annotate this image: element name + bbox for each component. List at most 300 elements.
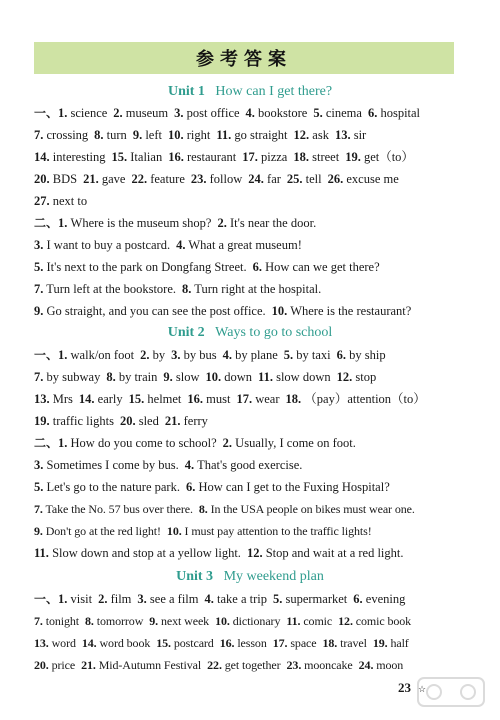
answer-number: 5. [34, 480, 44, 494]
answer-text: Stop and wait at a red light. [265, 546, 404, 560]
answer-text: How can I get to the Fuxing Hospital? [198, 480, 390, 494]
answer-text: interesting [52, 150, 106, 164]
answer-item [34, 172, 77, 186]
answer-number: 8. [182, 282, 192, 296]
answer-text: Usually, I come on foot. [235, 436, 356, 450]
answer-number: 3. [174, 106, 184, 120]
answer-text: ferry [183, 414, 208, 428]
answer-line [34, 612, 464, 630]
answer-line [34, 656, 464, 674]
unit2-heading-unit: Unit 2 [167, 325, 205, 340]
answer-text: I want to buy a postcard. [46, 238, 171, 252]
section-marker: 一、 [34, 348, 59, 362]
answer-text: by subway [46, 370, 101, 384]
answer-text: sir [353, 128, 367, 142]
answer-text: price [51, 658, 76, 672]
answer-number: 17. [272, 636, 288, 650]
answer-text: left [145, 128, 162, 142]
answer-number: 6. [252, 260, 262, 274]
answer-number: 11. [216, 128, 232, 142]
answer-item [149, 614, 209, 628]
answer-number: 2. [217, 216, 227, 230]
answer-line [34, 280, 464, 298]
section-marker: 二、 [34, 436, 59, 450]
answer-item [168, 128, 210, 142]
unit2-heading-title: Ways to go to school [215, 325, 333, 340]
answer-text: Turn right at the hospital. [194, 282, 322, 296]
answer-number: 19. [345, 150, 361, 164]
answer-number: 23. [286, 658, 302, 672]
answer-number: 12. [336, 370, 353, 384]
answer-number: 7. [34, 370, 44, 384]
answer-item [133, 128, 162, 142]
answer-number: 10. [167, 128, 184, 142]
answer-item [273, 592, 347, 606]
section-marker: 一、 [34, 106, 59, 120]
answer-number: 11. [286, 614, 301, 628]
answer-item [191, 172, 242, 186]
answer-item [79, 392, 123, 406]
answer-text: right [186, 128, 211, 142]
answer-text: ask [312, 128, 329, 142]
answer-item [34, 238, 170, 252]
answer-item [34, 546, 241, 560]
answer-item [217, 216, 316, 230]
answer-item [368, 106, 420, 120]
answer-number: 2. [113, 106, 123, 120]
answer-item [34, 194, 87, 208]
answer-text: lesson [237, 636, 267, 650]
answer-line [34, 478, 464, 496]
answer-item [246, 106, 308, 120]
unit1-heading-title: How can I get there? [215, 84, 333, 99]
answer-item [199, 502, 415, 516]
answer-number: 19. [372, 636, 388, 650]
answer-item [373, 636, 409, 650]
answer-item [353, 592, 405, 606]
answer-text: space [290, 636, 317, 650]
answer-number: 20. [119, 414, 136, 428]
answer-number: 19. [34, 414, 50, 428]
answer-number: 1. [58, 348, 68, 362]
answer-item [313, 106, 362, 120]
answer-item [34, 502, 193, 516]
answer-number: 1. [58, 216, 68, 230]
answer-line [34, 170, 464, 188]
answer-item [216, 128, 287, 142]
answer-item [34, 524, 161, 538]
answer-number: 5. [34, 260, 44, 274]
answer-text: bookstore [258, 106, 308, 120]
answer-item [85, 614, 143, 628]
answer-number: 22. [131, 172, 148, 186]
answer-item [34, 392, 73, 406]
answer-item [156, 636, 213, 650]
unit1-heading-unit: Unit 1 [167, 84, 205, 99]
answer-text: slow down [276, 370, 331, 384]
answer-text: （pay）attention（to） [304, 392, 426, 406]
answer-item [272, 304, 412, 318]
answer-text: by train [118, 370, 158, 384]
answer-number: 12. [338, 614, 353, 628]
answer-text: follow [209, 172, 243, 186]
answer-text: get together [224, 658, 281, 672]
answer-item [215, 614, 280, 628]
answer-number: 9. [34, 304, 44, 318]
answer-number: 18. [322, 636, 338, 650]
answer-item [58, 216, 211, 230]
answer-text: evening [365, 592, 406, 606]
answer-text: stop [355, 370, 377, 384]
answer-text: Sometimes I come by bus. [46, 458, 179, 472]
answer-item [34, 370, 100, 384]
answer-text: supermarket [285, 592, 348, 606]
answer-number: 7. [34, 128, 44, 142]
answer-number: 15. [156, 636, 171, 650]
answer-text: How do you come to school? [70, 436, 217, 450]
answer-text: by ship [349, 348, 386, 362]
answer-text: cinema [325, 106, 362, 120]
answer-text: Take the No. 57 bus over there. [45, 502, 193, 516]
answer-number: 9. [132, 128, 143, 142]
answer-item [220, 636, 267, 650]
answer-number: 27. [34, 194, 50, 208]
answer-number: 2. [98, 592, 108, 606]
answer-text: turn [106, 128, 127, 142]
answer-line [34, 412, 464, 430]
answer-text: tomorrow [96, 614, 144, 628]
answer-number: 9. [163, 370, 173, 384]
answer-text: get（to） [363, 150, 414, 164]
answer-number: 21. [81, 658, 96, 672]
answer-text: far [267, 172, 281, 186]
answer-item [34, 150, 106, 164]
answer-text: crossing [46, 128, 89, 142]
answer-text: wear [255, 392, 280, 406]
answer-item [236, 392, 279, 406]
answer-text: early [97, 392, 123, 406]
answer-item [112, 150, 163, 164]
answer-item [338, 614, 411, 628]
answer-item [171, 348, 217, 362]
answer-item [137, 592, 198, 606]
answer-text: Don't go at the red light! [45, 524, 161, 538]
answer-text: tonight [45, 614, 80, 628]
answer-text: traffic lights [52, 414, 114, 428]
answer-number: 23. [190, 172, 207, 186]
answer-item [328, 172, 399, 186]
answer-text: by taxi [296, 348, 331, 362]
answer-text: comic book [355, 614, 412, 628]
answer-text: next week [161, 614, 210, 628]
answer-number: 4. [245, 106, 255, 120]
answer-item [207, 658, 280, 672]
answer-line [34, 368, 464, 386]
answer-item [58, 592, 92, 606]
answer-item [287, 658, 353, 672]
answer-number: 7. [34, 502, 43, 516]
answer-number: 5. [283, 348, 294, 362]
answer-text: It's near the door. [229, 216, 317, 230]
answer-item [186, 480, 390, 494]
answer-line [34, 346, 464, 364]
answer-number: 2. [222, 436, 233, 450]
answer-text: helmet [147, 392, 182, 406]
answer-text: gave [101, 172, 126, 186]
answer-text: visit [70, 592, 93, 606]
answer-line [34, 148, 464, 166]
answer-number: 3. [137, 592, 147, 606]
section-marker: 一、 [34, 592, 59, 606]
answer-line [34, 590, 464, 608]
answer-text: postcard [173, 636, 214, 650]
answer-number: 25. [286, 172, 303, 186]
answer-text: restaurant [186, 150, 237, 164]
answer-number: 13. [34, 392, 50, 406]
answer-line [34, 544, 464, 562]
answer-item [182, 282, 321, 296]
answer-text: go straight [234, 128, 288, 142]
answer-item [242, 150, 287, 164]
answer-item [273, 636, 317, 650]
answer-number: 4. [184, 458, 195, 472]
answer-item [82, 636, 150, 650]
answer-number: 16. [168, 150, 184, 164]
unit3-heading [0, 569, 500, 585]
answer-text: take a trip [217, 592, 267, 606]
answer-number: 6. [336, 348, 347, 362]
answer-item [131, 172, 184, 186]
answer-number: 24. [248, 172, 264, 186]
answer-item [345, 150, 414, 164]
answer-line [34, 456, 464, 474]
answer-text: down [224, 370, 253, 384]
section-marker: 二、 [34, 216, 59, 230]
answer-item [98, 592, 131, 606]
answer-text: see a film [149, 592, 199, 606]
answer-number: 11. [258, 370, 273, 384]
answer-number: 10. [205, 370, 222, 384]
answer-number: 8. [198, 502, 208, 516]
answer-item [286, 614, 332, 628]
answer-line [34, 104, 464, 122]
answer-text: I must pay attention to the traffic lights! [184, 524, 372, 538]
answer-text: by plane [235, 348, 278, 362]
answer-number: 15. [128, 392, 145, 406]
answer-number: 17. [242, 150, 258, 164]
answer-item [34, 658, 75, 672]
answer-line [34, 236, 464, 254]
answer-text: comic [303, 614, 333, 628]
answer-number: 7. [34, 614, 43, 628]
answer-text: post office [186, 106, 240, 120]
answer-number: 20. [34, 172, 50, 186]
answer-text: walk/on foot [70, 348, 135, 362]
answer-item [34, 282, 176, 296]
answer-number: 26. [327, 172, 344, 186]
answer-text: It's next to the park on Dongfang Street. [46, 260, 247, 274]
answer-text: Where is the museum shop? [70, 216, 212, 230]
answer-number: 14. [78, 392, 95, 406]
answer-number: 21. [83, 172, 99, 186]
answer-number: 5. [313, 106, 323, 120]
answer-item [113, 106, 168, 120]
answer-item [323, 636, 367, 650]
answer-text: Go straight, and you can see the post office. [46, 304, 266, 318]
answer-number: 14. [81, 636, 97, 650]
answer-line [34, 302, 464, 320]
answer-item [248, 172, 281, 186]
answer-item [58, 106, 107, 120]
answer-number: 18. [285, 392, 302, 406]
answer-text: by [152, 348, 166, 362]
answer-item [168, 150, 236, 164]
answer-number: 5. [272, 592, 283, 606]
answer-item [34, 304, 266, 318]
answer-text: word book [99, 636, 151, 650]
answer-item [205, 592, 267, 606]
answer-item [34, 636, 76, 650]
answer-text: sled [138, 414, 159, 428]
watermark-logo [416, 674, 486, 710]
answer-text: Let's go to the nature park. [46, 480, 180, 494]
answer-item [34, 480, 180, 494]
answer-line [34, 522, 464, 540]
answer-line [34, 126, 464, 144]
answer-number: 21. [164, 414, 181, 428]
answer-text: hospital [380, 106, 421, 120]
answer-text: mooncake [304, 658, 353, 672]
title-banner [34, 42, 454, 74]
answer-number: 4. [222, 348, 232, 362]
answer-number: 12. [246, 546, 263, 560]
answer-text: next to [52, 194, 88, 208]
answer-text: Mrs [52, 392, 73, 406]
page-title: 参考答案 [196, 49, 292, 70]
answer-text: film [110, 592, 132, 606]
answer-item [247, 546, 404, 560]
answer-item [359, 658, 404, 672]
answer-number: 3. [34, 238, 44, 252]
answer-number: 4. [204, 592, 214, 606]
answer-item [34, 260, 247, 274]
answer-item [163, 370, 199, 384]
answer-item [253, 260, 380, 274]
answer-item [176, 238, 302, 252]
page-footer [370, 674, 490, 714]
answer-number: 20. [34, 658, 49, 672]
answer-line [34, 192, 464, 210]
answer-number: 7. [34, 282, 44, 296]
answer-item [337, 370, 377, 384]
answer-text: slow [175, 370, 200, 384]
answer-number: 14. [34, 150, 50, 164]
answer-text: museum [125, 106, 169, 120]
answer-number: 10. [215, 614, 230, 628]
answer-text: word [51, 636, 76, 650]
answer-text: tell [305, 172, 322, 186]
page-star-icon: ☆ [418, 684, 427, 694]
answer-number: 3. [34, 458, 44, 472]
answer-item [94, 128, 127, 142]
answer-number: 1. [58, 106, 68, 120]
answer-number: 9. [149, 614, 159, 628]
answer-text: Turn left at the bookstore. [46, 282, 177, 296]
answer-text: travel [340, 636, 367, 650]
answer-item [34, 458, 179, 472]
answer-number: 18. [293, 150, 309, 164]
answer-number: 6. [185, 480, 196, 494]
answer-text: What a great museum! [188, 238, 302, 252]
answer-number: 13. [334, 128, 351, 142]
unit3-heading-title: My weekend plan [223, 569, 324, 584]
answer-text: pizza [260, 150, 288, 164]
answer-text: Italian [130, 150, 163, 164]
answer-item [206, 370, 253, 384]
answer-item [337, 348, 386, 362]
answer-number: 16. [187, 392, 204, 406]
answer-item [129, 392, 182, 406]
answer-item [34, 128, 88, 142]
answer-text: Where is the restaurant? [290, 304, 412, 318]
answer-line [34, 500, 464, 518]
answer-number: 8. [85, 614, 94, 628]
answer-number: 1. [58, 592, 68, 606]
answer-text: Slow down and stop at a yellow light. [52, 546, 241, 560]
answer-number: 16. [219, 636, 235, 650]
answer-item [293, 150, 339, 164]
answer-line [34, 390, 464, 408]
answer-text: must [206, 392, 231, 406]
answer-text: half [390, 636, 409, 650]
answer-item [81, 658, 201, 672]
answer-number: 2. [140, 348, 150, 362]
answer-text: Mid-Autumn Festival [98, 658, 202, 672]
answer-item [335, 128, 366, 142]
answer-item [287, 172, 322, 186]
answer-item [58, 436, 217, 450]
answer-text: That's good exercise. [197, 458, 303, 472]
page-number: 23 [398, 680, 411, 695]
answer-item [187, 392, 230, 406]
answer-text: street [312, 150, 340, 164]
answer-number: 1. [58, 436, 68, 450]
answer-number: 24. [358, 658, 374, 672]
answer-item [174, 106, 239, 120]
answer-item [83, 172, 125, 186]
answer-number: 12. [293, 128, 310, 142]
answer-number: 11. [34, 546, 49, 560]
answer-item [185, 458, 303, 472]
answer-item [106, 370, 157, 384]
answer-line [34, 214, 464, 232]
answer-number: 10. [166, 524, 182, 538]
answer-item [223, 348, 278, 362]
answer-text: How can we get there? [265, 260, 380, 274]
answer-text: BDS [52, 172, 78, 186]
answer-item [165, 414, 208, 428]
answer-number: 6. [353, 592, 363, 606]
answer-item [258, 370, 331, 384]
answer-number: 8. [94, 128, 104, 142]
answer-item [286, 392, 426, 406]
answer-number: 10. [271, 304, 288, 318]
answer-item [223, 436, 356, 450]
unit3-heading-unit: Unit 3 [176, 569, 214, 584]
answer-line [34, 634, 464, 652]
answer-text: moon [376, 658, 404, 672]
answer-item [294, 128, 329, 142]
